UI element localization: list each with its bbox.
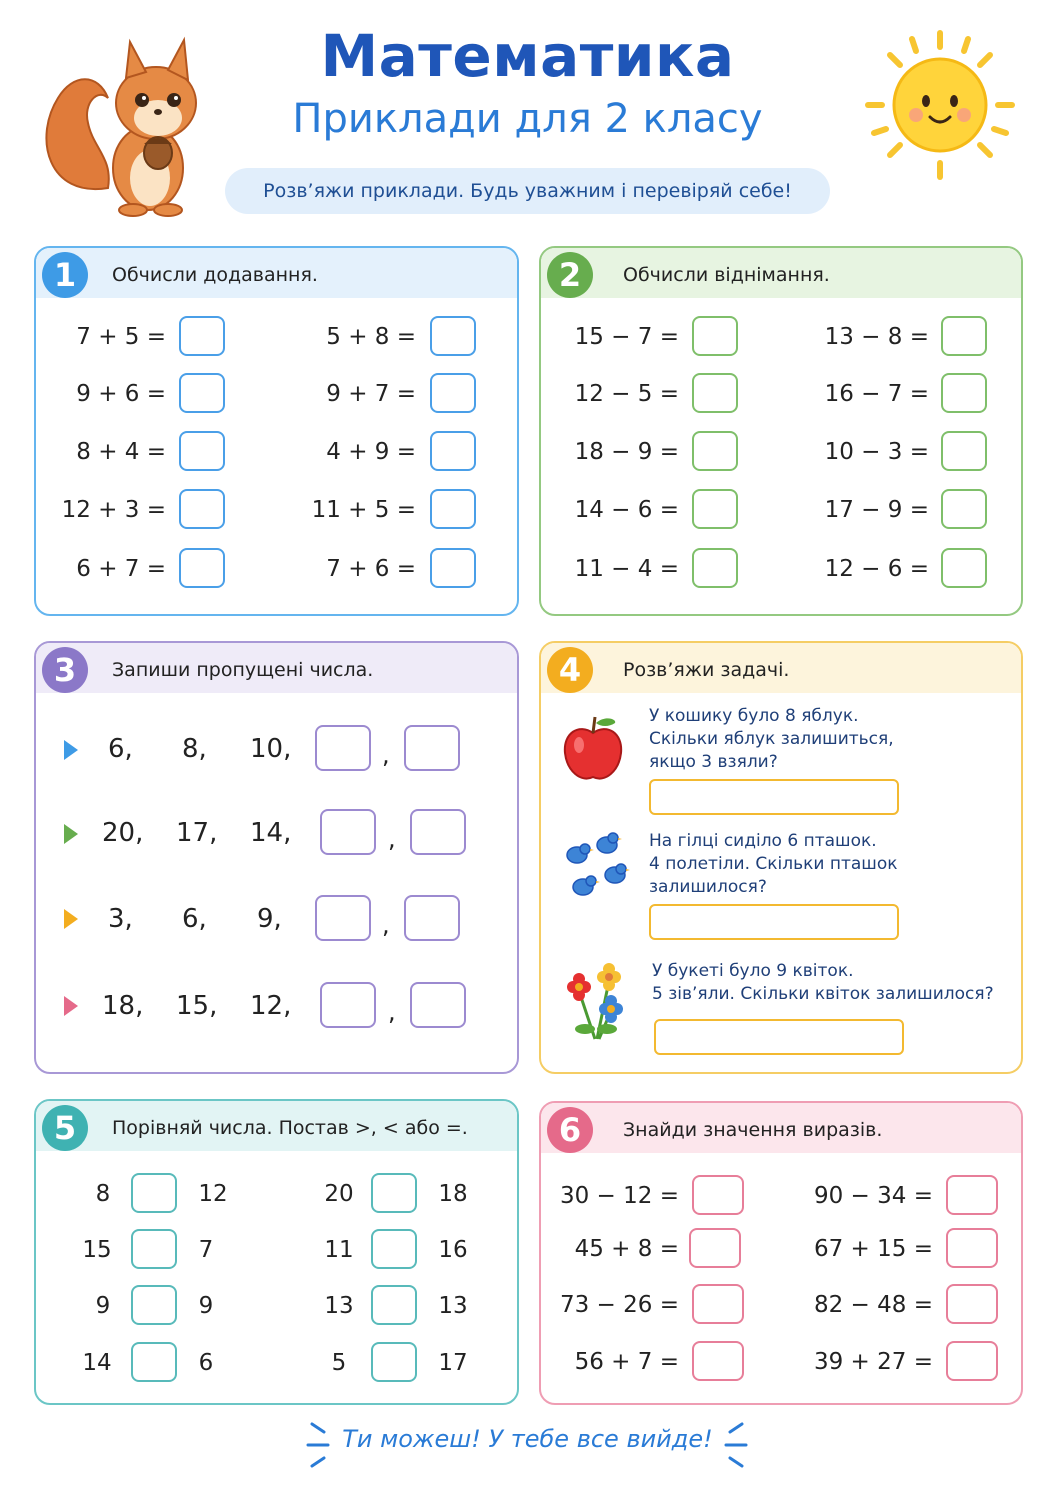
equation: 12 − 6 = [824, 556, 929, 582]
compare-number: 14 [82, 1350, 112, 1376]
answer-box[interactable] [430, 548, 476, 588]
instruction-banner: Розв’яжи приклади. Будь уважним і перевіряй себе! [225, 168, 830, 214]
answer-box[interactable] [689, 1228, 741, 1268]
answer-box[interactable] [404, 895, 460, 941]
equation: 9 + 6 = [76, 381, 166, 407]
answer-box[interactable] [941, 431, 987, 471]
compare-box[interactable] [371, 1229, 417, 1269]
compare-box[interactable] [131, 1342, 177, 1382]
page-title: Математика [320, 22, 735, 90]
motivational-footer: Ти можеш! У тебе все вийде! [342, 1425, 713, 1453]
section-header [541, 1103, 1021, 1153]
answer-box[interactable] [946, 1341, 998, 1381]
section-addition [34, 246, 519, 616]
answer-box[interactable] [410, 809, 466, 855]
answer-field[interactable] [649, 779, 899, 815]
sequence-number: 6, [182, 904, 207, 934]
answer-box[interactable] [404, 725, 460, 771]
compare-number: 18 [438, 1181, 468, 1207]
comma-separator: , [382, 911, 390, 939]
section-compare-numbers [34, 1099, 519, 1405]
answer-box[interactable] [179, 431, 225, 471]
answer-box[interactable] [946, 1175, 998, 1215]
apple-icon [561, 713, 625, 783]
expression: 45 + 8 = [574, 1236, 679, 1262]
section-subtraction [539, 246, 1023, 616]
compare-number: 6 [198, 1350, 214, 1376]
comma-separator: , [382, 741, 390, 769]
compare-box[interactable] [371, 1342, 417, 1382]
expression: 82 − 48 = [813, 1292, 933, 1318]
section-number-badge: 5 [42, 1105, 88, 1151]
answer-box[interactable] [692, 1175, 744, 1215]
flowers-icon [559, 961, 631, 1045]
section-title: Обчисли додавання. [112, 264, 318, 286]
answer-box[interactable] [941, 316, 987, 356]
sequence-number: 15, [176, 991, 218, 1021]
equation: 5 + 8 = [326, 324, 416, 350]
answer-box[interactable] [941, 548, 987, 588]
equation: 6 + 7 = [76, 556, 166, 582]
equation: 10 − 3 = [824, 439, 929, 465]
task-text: У кошику було 8 яблук. Скільки яблук залишиться, якщо 3 взяли? [649, 706, 894, 772]
section-header [36, 248, 517, 298]
answer-box[interactable] [179, 489, 225, 529]
compare-number: 8 [95, 1181, 111, 1207]
answer-field[interactable] [649, 904, 899, 940]
answer-box[interactable] [430, 431, 476, 471]
answer-box[interactable] [941, 373, 987, 413]
answer-box[interactable] [692, 431, 738, 471]
sequence-number: 18, [102, 991, 144, 1021]
equation: 8 + 4 = [76, 439, 166, 465]
answer-box[interactable] [315, 895, 371, 941]
answer-box[interactable] [692, 1284, 744, 1324]
sequence-number: 10, [250, 734, 292, 764]
task-text: На гілці сиділо 6 пташок. 4 полетіли. Скільки пташок залишилося? [649, 831, 898, 897]
sequence-number: 12, [250, 991, 292, 1021]
section-header [541, 248, 1021, 298]
section-number-badge: 3 [42, 647, 88, 693]
expression: 67 + 15 = [813, 1236, 933, 1262]
arrow-bullet-icon [64, 824, 78, 844]
sequence-number: 9, [257, 904, 282, 934]
expression: 39 + 27 = [813, 1349, 933, 1375]
answer-box[interactable] [315, 725, 371, 771]
compare-box[interactable] [131, 1285, 177, 1325]
equation: 7 + 5 = [76, 324, 166, 350]
sequence-number: 8, [182, 734, 207, 764]
comma-separator: , [388, 825, 396, 853]
equation: 12 − 5 = [574, 381, 679, 407]
sequence-number: 20, [102, 818, 144, 848]
sequence-number: 6, [108, 734, 133, 764]
answer-box[interactable] [946, 1284, 998, 1324]
section-word-problems [539, 641, 1023, 1074]
section-header [541, 643, 1021, 693]
section-number-badge: 2 [547, 252, 593, 298]
compare-box[interactable] [131, 1173, 177, 1213]
answer-box[interactable] [692, 373, 738, 413]
equation: 4 + 9 = [326, 439, 416, 465]
compare-number: 20 [324, 1181, 354, 1207]
section-title: Порівняй числа. Постав >, < або =. [112, 1117, 468, 1139]
equation: 7 + 6 = [326, 556, 416, 582]
compare-number: 7 [198, 1237, 214, 1263]
compare-number: 5 [331, 1350, 347, 1376]
section-number-badge: 4 [547, 647, 593, 693]
equation: 15 − 7 = [574, 324, 679, 350]
answer-box[interactable] [692, 548, 738, 588]
section-title: Знайди значення виразів. [623, 1119, 883, 1141]
compare-box[interactable] [371, 1285, 417, 1325]
compare-number: 17 [438, 1350, 468, 1376]
compare-number: 16 [438, 1237, 468, 1263]
answer-box[interactable] [941, 489, 987, 529]
compare-number: 9 [198, 1293, 214, 1319]
equation: 16 − 7 = [824, 381, 929, 407]
answer-box[interactable] [946, 1228, 998, 1268]
section-header [36, 643, 517, 693]
sparkle-right-icon [722, 1420, 748, 1470]
compare-box[interactable] [371, 1173, 417, 1213]
arrow-bullet-icon [64, 740, 78, 760]
answer-box[interactable] [692, 316, 738, 356]
answer-box[interactable] [320, 809, 376, 855]
answer-box[interactable] [430, 316, 476, 356]
sequence-number: 3, [108, 904, 133, 934]
equation: 9 + 7 = [326, 381, 416, 407]
answer-box[interactable] [179, 548, 225, 588]
equation: 11 + 5 = [311, 497, 416, 523]
compare-number: 12 [198, 1181, 228, 1207]
section-title: Розв’яжи задачі. [623, 659, 790, 681]
sequence-number: 17, [176, 818, 218, 848]
expression: 73 − 26 = [559, 1292, 679, 1318]
answer-box[interactable] [179, 316, 225, 356]
answer-box[interactable] [430, 489, 476, 529]
expression: 90 − 34 = [813, 1183, 933, 1209]
compare-number: 13 [438, 1293, 468, 1319]
answer-box[interactable] [320, 982, 376, 1028]
section-number-badge: 1 [42, 252, 88, 298]
sequence-number: 14, [250, 818, 292, 848]
compare-number: 13 [324, 1293, 354, 1319]
answer-box[interactable] [430, 373, 476, 413]
arrow-bullet-icon [64, 909, 78, 929]
page-subtitle: Приклади для 2 класу [292, 96, 763, 142]
section-expressions [539, 1101, 1023, 1405]
answer-box[interactable] [179, 373, 225, 413]
equation: 11 − 4 = [574, 556, 679, 582]
answer-box[interactable] [692, 489, 738, 529]
equation: 14 − 6 = [574, 497, 679, 523]
equation: 12 + 3 = [61, 497, 166, 523]
equation: 17 − 9 = [824, 497, 929, 523]
compare-number: 11 [324, 1237, 354, 1263]
section-number-badge: 6 [547, 1107, 593, 1153]
answer-field[interactable] [654, 1019, 904, 1055]
answer-box[interactable] [692, 1341, 744, 1381]
expression: 56 + 7 = [574, 1349, 679, 1375]
answer-box[interactable] [410, 982, 466, 1028]
section-title: Запиши пропущені числа. [112, 659, 374, 681]
expression: 30 − 12 = [559, 1183, 679, 1209]
task-text: У букеті було 9 квіток. 5 зів’яли. Скільки квіток залишилося? [652, 961, 994, 1004]
compare-number: 15 [82, 1237, 112, 1263]
compare-number: 9 [95, 1293, 111, 1319]
section-title: Обчисли віднімання. [623, 264, 830, 286]
section-header [36, 1101, 517, 1151]
section-missing-numbers [34, 641, 519, 1074]
compare-box[interactable] [131, 1229, 177, 1269]
comma-separator: , [388, 998, 396, 1026]
birds-icon [559, 829, 631, 907]
arrow-bullet-icon [64, 996, 78, 1016]
equation: 13 − 8 = [824, 324, 929, 350]
equation: 18 − 9 = [574, 439, 679, 465]
